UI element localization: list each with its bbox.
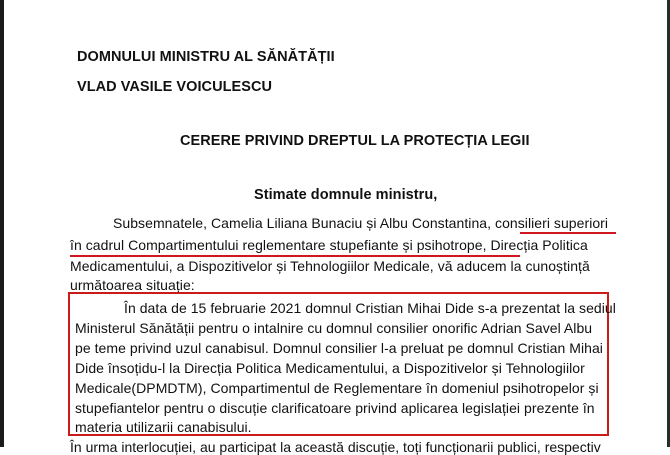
intro-line-1 [113, 215, 608, 231]
salutation: Stimate domnule ministru, [254, 187, 438, 203]
intro-text-compartment: în cadrul Compartimentului reglementare stupefiante și psihotrope, [70, 237, 487, 253]
boxed-line-4: Dide însoțidu-l la Direcția Politica Medicamentului, a Dispozitivelor și Tehnologiilor [75, 360, 585, 376]
boxed-line-6: stupefiantelor pentru o discuție clarificatoare privind aplicarea legislației prezente în [75, 400, 595, 416]
red-underline-1 [520, 232, 616, 234]
addressee-line-1: DOMNULUI MINISTRU AL SĂNĂTĂȚII [77, 49, 335, 65]
page-left-edge [0, 0, 4, 447]
boxed-line-2: Ministerul Sănătății pentru o intalnire cu domnul consilier onorific Adrian Savel Albu [75, 320, 593, 336]
intro-line-3: Medicamentului, a Dispozitivelor și Tehnologiilor Medicale, vă aducem la cunoștință [70, 258, 590, 274]
boxed-line-5: Medicale(DPMDTM), Compartimentul de Reglementare în domeniul psihotropelor și [75, 380, 599, 396]
intro-text-names: Subsemnatele, Camelia Liliana Bunaciu [113, 215, 363, 231]
boxed-line-7: materia utilizarii canabisului. [75, 419, 252, 435]
cut-off-line: În urma interlocuției, au participat la această discuție, toți funcționarii publici, respectiv [70, 439, 601, 455]
boxed-line-1: În data de 15 februarie 2021 domnul Cristian Mihai Dide s-a prezentat la sediul [124, 300, 616, 316]
red-underline-2 [70, 255, 520, 257]
intro-text-and: și [366, 215, 377, 231]
boxed-line-3: pe teme privind uzul canabisul. Domnul consilier l-a preluat pe domnul Cristian Mihai [75, 340, 603, 356]
intro-text-role: consilieri superiori [495, 215, 609, 231]
intro-text-direction: Direcția Politica [490, 237, 588, 253]
intro-text-name2: Albu Constantina, [379, 215, 492, 231]
addressee-line-2: VLAD VASILE VOICULESCU [77, 79, 272, 95]
intro-line-2 [70, 237, 588, 253]
document-title: CERERE PRIVIND DREPTUL LA PROTECȚIA LEGII [180, 133, 530, 149]
intro-line-4: următoarea situație: [70, 277, 195, 293]
